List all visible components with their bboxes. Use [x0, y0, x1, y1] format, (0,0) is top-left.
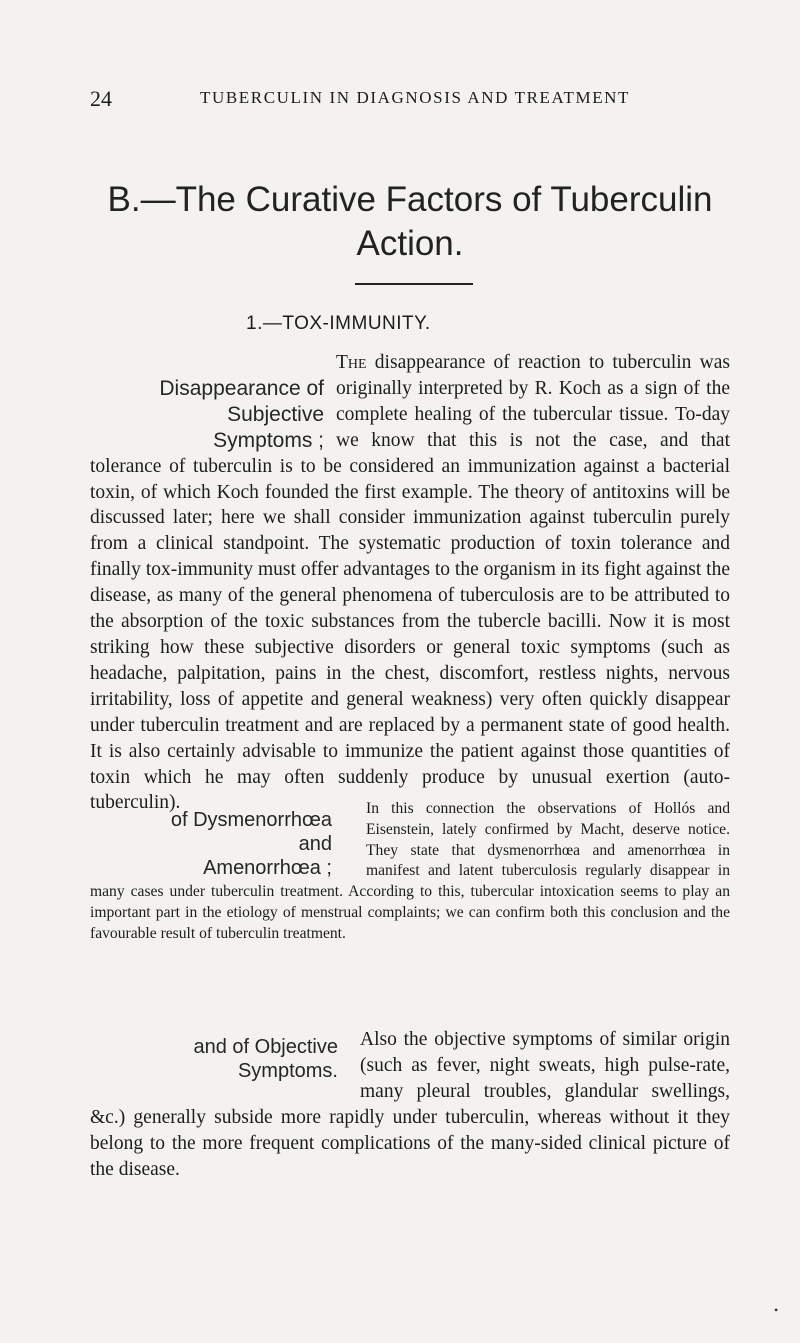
- paragraph-lead-word: The: [336, 352, 367, 373]
- paragraph-objective-symptoms: [90, 1027, 730, 1182]
- sidenote-line: Subjective: [227, 403, 324, 426]
- sidenote-line: Symptoms ;: [213, 429, 324, 452]
- subsection-heading: 1.—TOX-IMMUNITY.: [246, 313, 431, 334]
- page-number: 24: [90, 86, 112, 111]
- sidenote-line: and: [298, 833, 332, 855]
- section-title: [90, 178, 730, 266]
- paragraph-text: Also the objective symptoms of similar origin (such as fever, night sweats, high pulse-rate, many pleural troubles, glandular swellings, &c.) generally subside more rapidly under tuberculin, whereas without it they belong to the more frequent complications of the many-sided clinical picture of the disease.: [90, 1029, 730, 1180]
- section-title-line-1: B.—The Curative Factors of Tuberculin: [107, 180, 713, 219]
- sidenote-line: and of Objective: [193, 1036, 338, 1058]
- sidenote-line: Amenorrhœa ;: [203, 857, 332, 879]
- title-divider: [355, 283, 473, 285]
- paragraph-menstrual-note: [90, 799, 730, 945]
- sidenote-line: Disappearance of: [159, 377, 324, 400]
- section-title-line-2: Action.: [356, 224, 464, 263]
- page-corner-mark: •: [774, 1303, 779, 1317]
- sidenote-line: Symptoms.: [237, 1060, 338, 1082]
- paragraph-text: disappearance of reaction to tuberculin was originally interpreted by R. Koch as a sign of the complete healing of the tubercular tissue. To-day we know that this is not the case, and that tolerance of tuberculin is to be considered an immunization against a bacterial toxin, of which Koch founded the first example. The theory of antitoxins will be discussed later; here we shall consider immunization against tuberculin purely from a clinical standpoint. The systematic production of toxin tolerance and finally tox-immunity must offer advantages to the organism in its fight against the disease, as many of the general phenomena of tuberculosis are to be attributed to the absorption of the toxic substances from the tubercle bacilli. Now it is most striking how these subjective disorders or general toxic symptoms (such as headache, palpitation, pains in the chest, discomfort, restless nights, nervous irritability, loss of appetite and general weakness) very often quickly disappear under tuberculin treatment and are replaced by a permanent state of good health. It is also certainly advisable to immunize the patient against those quantities of toxin which he may often suddenly produce by unusual exertion (auto-tuberculin).: [90, 352, 730, 814]
- paragraph-tox-immunity: [90, 350, 730, 816]
- paragraph-text: In this connection the observations of Hollós and Eisenstein, lately confirmed by Macht, deserve notice. They state that dysmenorrhœa and amenorrhœa in manifest and latent tuberculosis regularly disappear in many cases under tuberculin treatment. According to this, tubercular intoxication seems to play an important part in the etiology of menstrual complaints; we can confirm both this conclusion and the favourable result of tuberculin treatment.: [90, 800, 730, 942]
- sidenote-line: of Dysmenorrhœa: [170, 809, 332, 831]
- running-title: TUBERCULIN IN DIAGNOSIS AND TREATMENT: [200, 88, 631, 107]
